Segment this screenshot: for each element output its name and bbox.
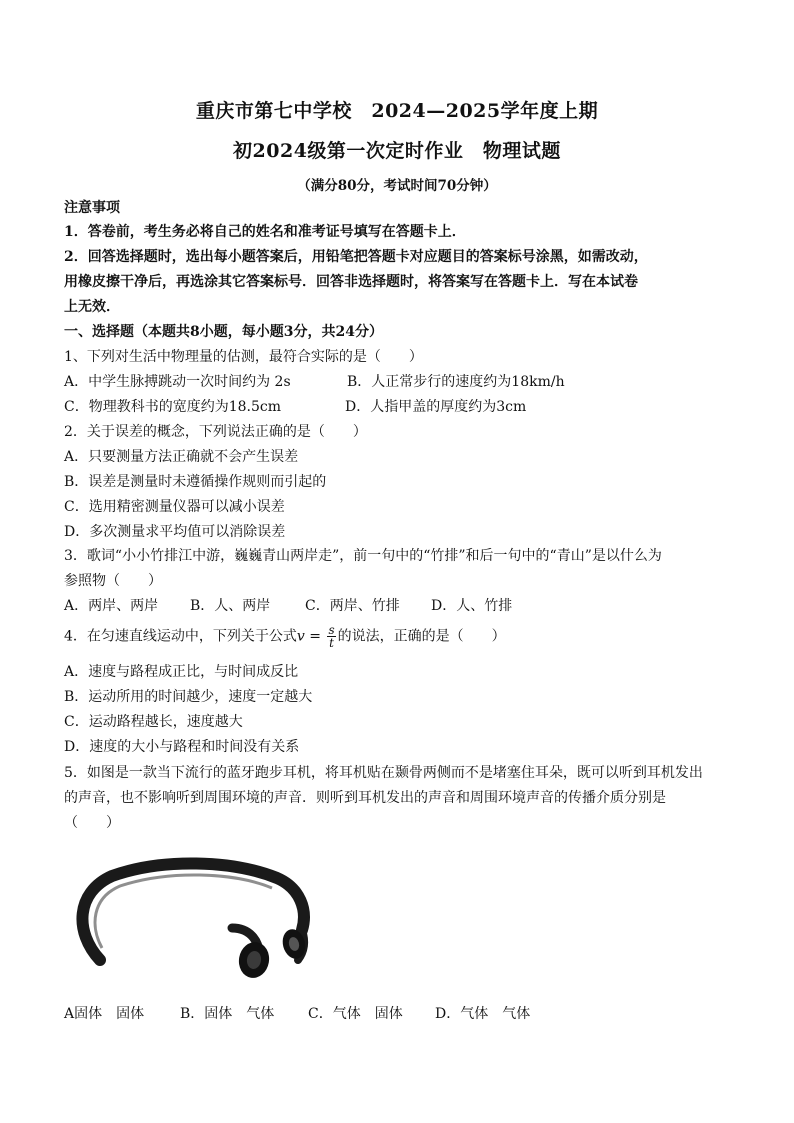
q5-stem-line2: 的声音，也不影响听到周围环境的声音．则听到耳机发出的声音和周围环境声音的传播介质分别是 [64,790,666,806]
q5-option-c: C．气体 固体 [308,1006,403,1022]
notes-heading: 注意事项 [64,200,120,216]
q4-stem-post: 的说法，正确的是（ ） [337,628,506,645]
q4-stem-pre: 4．在匀速直线运动中，下列关于公式 [64,628,297,645]
q2-stem: 2．关于误差的概念，下列说法正确的是（ ） [64,424,367,440]
section-heading: 一、选择题（本题共8小题，每小题3分，共24分） [64,324,383,340]
q1-option-d: D．人指甲盖的厚度约为3cm [345,399,527,415]
q2-option-c: C．选用精密测量仪器可以减小误差 [64,499,285,515]
q3-option-d: D．人、竹排 [431,598,513,614]
q4-stem [64,624,506,649]
q3-option-b: B．人、两岸 [190,598,271,614]
q3-stem-line2: 参照物（ ） [64,573,162,589]
note-2-line2: 用橡皮擦干净后，再选涂其它答案标号．回答非选择题时，将答案写在答题卡上．写在本试卷 [64,274,638,290]
q1-option-a: A．中学生脉搏跳动一次时间约为 2s [64,374,291,390]
q2-option-d: D．多次测量求平均值可以消除误差 [64,524,286,540]
q4-option-b: B．运动所用的时间越少，速度一定越大 [64,689,313,705]
exam-subtitle: （满分80分，考试时间70分钟） [297,178,497,194]
q4-option-c: C．运动路程越长，速度越大 [64,714,243,730]
formula-equals: = [304,628,326,645]
exam-title-line2: 初2024级第一次定时作业 物理试题 [233,140,561,162]
q5-stem-line1: 5．如图是一款当下流行的蓝牙跑步耳机，将耳机贴在颞骨两侧而不是堵塞住耳朵，既可以听到耳机发出 [64,765,703,781]
q1-stem: 1、下列对生活中物理量的估测，最符合实际的是（ ） [64,349,423,365]
q4-option-d: D．速度的大小与路程和时间没有关系 [64,739,300,755]
bone-conduction-earphone-image [72,852,322,982]
note-1: 1．答卷前，考生务必将自己的姓名和准考证号填写在答题卡上． [64,224,466,240]
formula-fraction [327,624,335,649]
q3-stem-line1: 3．歌词“小小竹排江中游，巍巍青山两岸走”，前一句中的“竹排”和后一句中的“青山”是以什么为 [64,548,662,564]
q4-option-a: A．速度与路程成正比，与时间成反比 [64,664,299,680]
note-2-line1: 2．回答选择题时，选出每小题答案后，用铅笔把答题卡对应题目的答案标号涂黑，如需改动， [64,249,648,265]
q5-stem-line3: （ ） [64,815,120,831]
q3-option-a: A．两岸、两岸 [64,598,159,614]
q5-option-b: B．固体 气体 [180,1006,275,1022]
note-2-line3: 上无效． [64,299,120,315]
q5-option-a: A固体 固体 [64,1006,145,1022]
q1-option-b: B．人正常步行的速度约为18km/h [347,374,565,390]
exam-title-line1: 重庆市第七中学校 2024—2025学年度上期 [195,100,599,122]
q2-option-b: B．误差是测量时未遵循操作规则而引起的 [64,474,327,490]
q3-option-c: C．两岸、竹排 [305,598,400,614]
q2-option-a: A．只要测量方法正确就不会产生误差 [64,449,299,465]
formula-v: v [296,628,305,645]
q1-option-c: C．物理教科书的宽度约为18.5cm [64,399,281,415]
formula-denominator: t [329,636,334,650]
q5-option-d: D．气体 气体 [435,1006,531,1022]
formula-numerator: s [328,623,335,637]
